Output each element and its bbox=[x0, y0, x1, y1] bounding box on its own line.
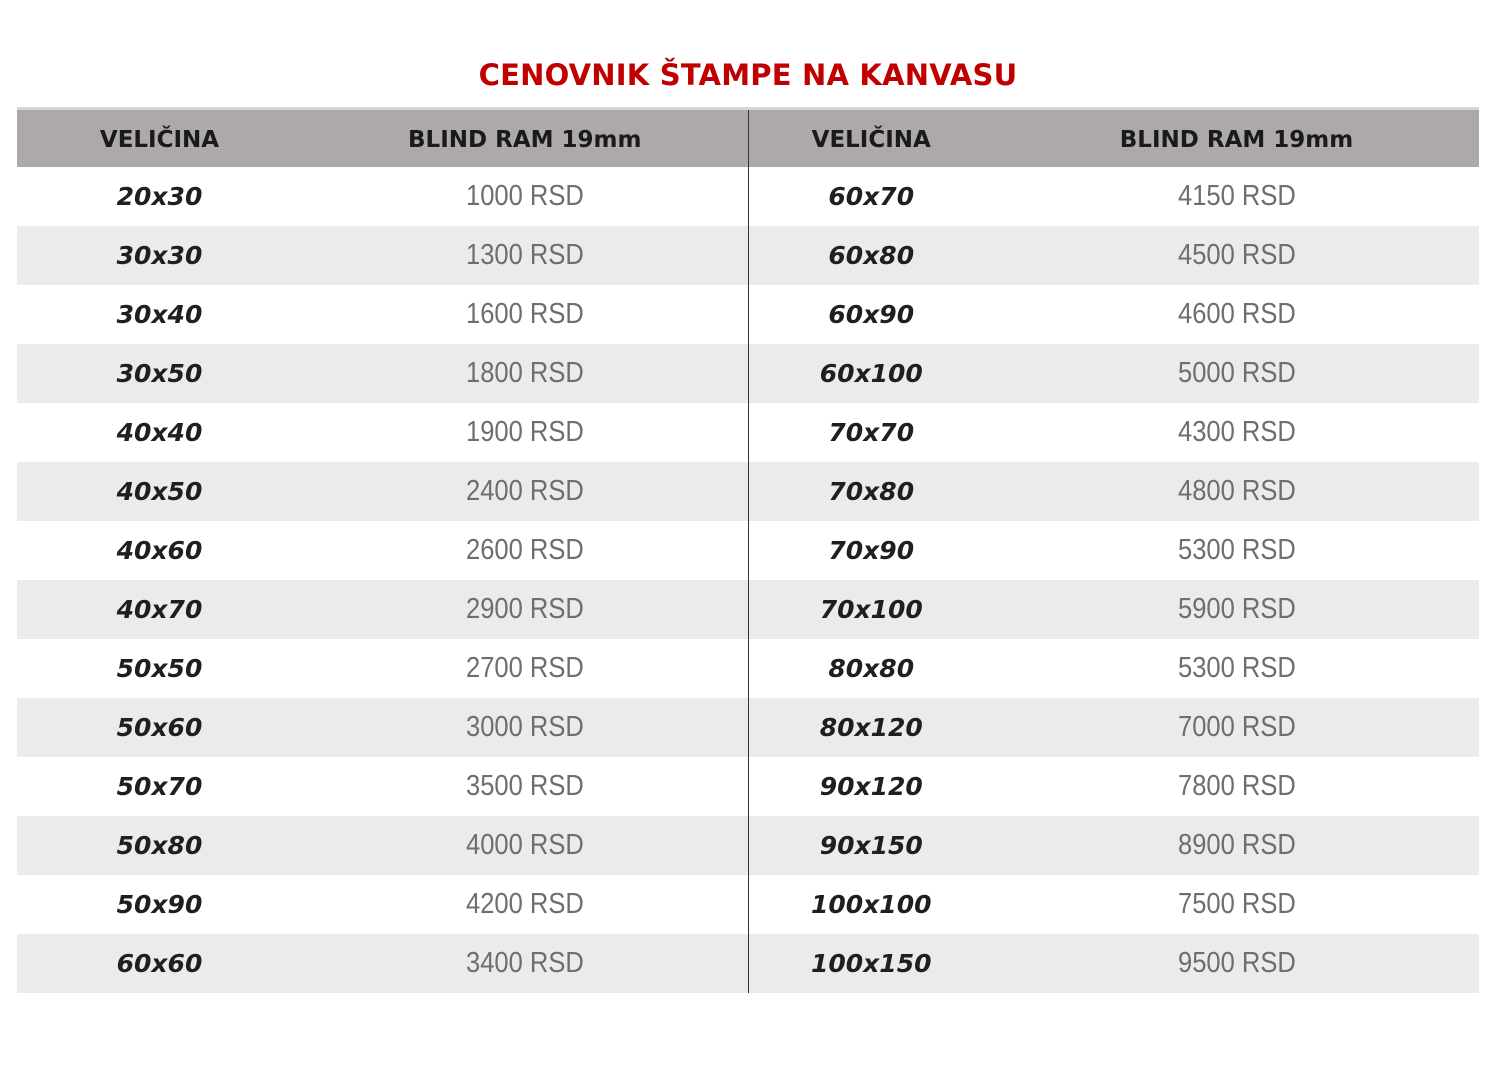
price-cell-left bbox=[302, 639, 748, 698]
size-cell-right: 100x100 bbox=[811, 889, 932, 919]
size-cell-right: 60x100 bbox=[819, 358, 923, 388]
table-row bbox=[17, 344, 1479, 403]
price-value: 7500 RSD bbox=[1177, 887, 1296, 920]
price-cell-right bbox=[994, 816, 1479, 875]
price-cell-left bbox=[302, 403, 748, 462]
size-cell-left: 30x50 bbox=[116, 358, 203, 388]
price-value: 1600 RSD bbox=[465, 297, 584, 330]
price-cell-left bbox=[302, 521, 748, 580]
price-value: 5300 RSD bbox=[1177, 651, 1296, 684]
table-row bbox=[17, 580, 1479, 639]
price-cell-left bbox=[302, 580, 748, 639]
price-value: 7000 RSD bbox=[1177, 710, 1296, 743]
size-cell-right: 70x90 bbox=[828, 535, 915, 565]
page-title: CENOVNIK ŠTAMPE NA KANVASU bbox=[478, 58, 1018, 92]
size-cell-right: 60x90 bbox=[828, 299, 915, 329]
price-cell-left bbox=[302, 934, 748, 993]
price-value: 4300 RSD bbox=[1177, 415, 1296, 448]
header-price-left: BLIND RAM 19mm bbox=[302, 109, 748, 167]
size-cell-left: 50x50 bbox=[116, 653, 203, 683]
price-cell-left bbox=[302, 285, 748, 344]
price-value: 9500 RSD bbox=[1177, 946, 1296, 979]
price-cell-right bbox=[994, 285, 1479, 344]
size-cell-left: 40x40 bbox=[116, 417, 203, 447]
size-cell-right: 60x70 bbox=[828, 181, 915, 211]
table-body bbox=[17, 167, 1479, 993]
price-value: 3400 RSD bbox=[465, 946, 584, 979]
price-cell-right bbox=[994, 875, 1479, 934]
size-cell-right: 90x150 bbox=[819, 830, 923, 860]
header-size-right: VELIČINA bbox=[811, 127, 931, 154]
price-cell-left bbox=[302, 344, 748, 403]
size-cell-left: 40x50 bbox=[116, 476, 203, 506]
price-cell-right bbox=[994, 757, 1479, 816]
price-cell-right bbox=[994, 167, 1479, 226]
table-row bbox=[17, 403, 1479, 462]
size-cell-right: 70x80 bbox=[828, 476, 915, 506]
size-cell-left: 40x70 bbox=[116, 594, 203, 624]
price-value: 5300 RSD bbox=[1177, 533, 1296, 566]
size-cell-right: 90x120 bbox=[819, 771, 923, 801]
price-cell-left bbox=[302, 875, 748, 934]
price-cell-left bbox=[302, 698, 748, 757]
table-header bbox=[17, 109, 1479, 167]
size-cell-left: 50x70 bbox=[116, 771, 203, 801]
price-value: 4150 RSD bbox=[1177, 179, 1296, 212]
price-cell-left bbox=[302, 816, 748, 875]
table-row bbox=[17, 226, 1479, 285]
price-value: 4000 RSD bbox=[465, 828, 584, 861]
price-cell-right bbox=[994, 934, 1479, 993]
size-cell-right: 80x120 bbox=[819, 712, 923, 742]
table-row bbox=[17, 521, 1479, 580]
price-value: 1900 RSD bbox=[465, 415, 584, 448]
price-cell-left bbox=[302, 167, 748, 226]
size-cell-left: 60x60 bbox=[116, 948, 203, 978]
table-row bbox=[17, 462, 1479, 521]
price-value: 2700 RSD bbox=[465, 651, 584, 684]
size-cell-right: 70x70 bbox=[828, 417, 915, 447]
table-row bbox=[17, 934, 1479, 993]
table-row bbox=[17, 757, 1479, 816]
price-value: 4600 RSD bbox=[1177, 297, 1296, 330]
size-cell-left: 30x30 bbox=[116, 240, 203, 270]
price-value: 4200 RSD bbox=[465, 887, 584, 920]
price-value: 7800 RSD bbox=[1177, 769, 1296, 802]
table-row bbox=[17, 816, 1479, 875]
price-value: 8900 RSD bbox=[1177, 828, 1296, 861]
price-value: 1300 RSD bbox=[465, 238, 584, 271]
price-value: 1800 RSD bbox=[465, 356, 584, 389]
price-value: 4500 RSD bbox=[1177, 238, 1296, 271]
header-size-left: VELIČINA bbox=[99, 127, 220, 154]
price-value: 3000 RSD bbox=[465, 710, 584, 743]
size-cell-left: 50x60 bbox=[116, 712, 203, 742]
table-row bbox=[17, 875, 1479, 934]
price-value: 5000 RSD bbox=[1177, 356, 1296, 389]
size-cell-right: 80x80 bbox=[828, 653, 915, 683]
table-row bbox=[17, 639, 1479, 698]
price-value: 2900 RSD bbox=[465, 592, 584, 625]
size-cell-left: 40x60 bbox=[116, 535, 203, 565]
header-price-right: BLIND RAM 19mm bbox=[1119, 127, 1354, 154]
price-cell-right bbox=[994, 344, 1479, 403]
price-cell-right bbox=[994, 462, 1479, 521]
size-cell-left: 30x40 bbox=[116, 299, 203, 329]
price-table bbox=[17, 107, 1479, 993]
table-row bbox=[17, 167, 1479, 226]
table-row bbox=[17, 698, 1479, 757]
price-cell-right bbox=[994, 521, 1479, 580]
size-cell-right: 60x80 bbox=[828, 240, 915, 270]
price-value: 4800 RSD bbox=[1177, 474, 1296, 507]
table-row bbox=[17, 285, 1479, 344]
size-cell-left: 50x90 bbox=[116, 889, 203, 919]
header-row bbox=[17, 109, 1479, 167]
price-cell-right bbox=[994, 698, 1479, 757]
price-cell-left bbox=[302, 462, 748, 521]
size-cell-right: 100x150 bbox=[811, 948, 932, 978]
price-cell-left bbox=[302, 226, 748, 285]
price-cell-right bbox=[994, 403, 1479, 462]
price-value: 2400 RSD bbox=[465, 474, 584, 507]
price-value: 2600 RSD bbox=[465, 533, 584, 566]
price-cell-right bbox=[994, 226, 1479, 285]
size-cell-left: 50x80 bbox=[116, 830, 203, 860]
size-cell-left: 20x30 bbox=[116, 181, 203, 211]
size-cell-right: 70x100 bbox=[819, 594, 923, 624]
price-cell-right bbox=[994, 639, 1479, 698]
price-value: 1000 RSD bbox=[465, 179, 584, 212]
price-value: 5900 RSD bbox=[1177, 592, 1296, 625]
price-cell-left bbox=[302, 757, 748, 816]
price-cell-right bbox=[994, 580, 1479, 639]
price-value: 3500 RSD bbox=[465, 769, 584, 802]
